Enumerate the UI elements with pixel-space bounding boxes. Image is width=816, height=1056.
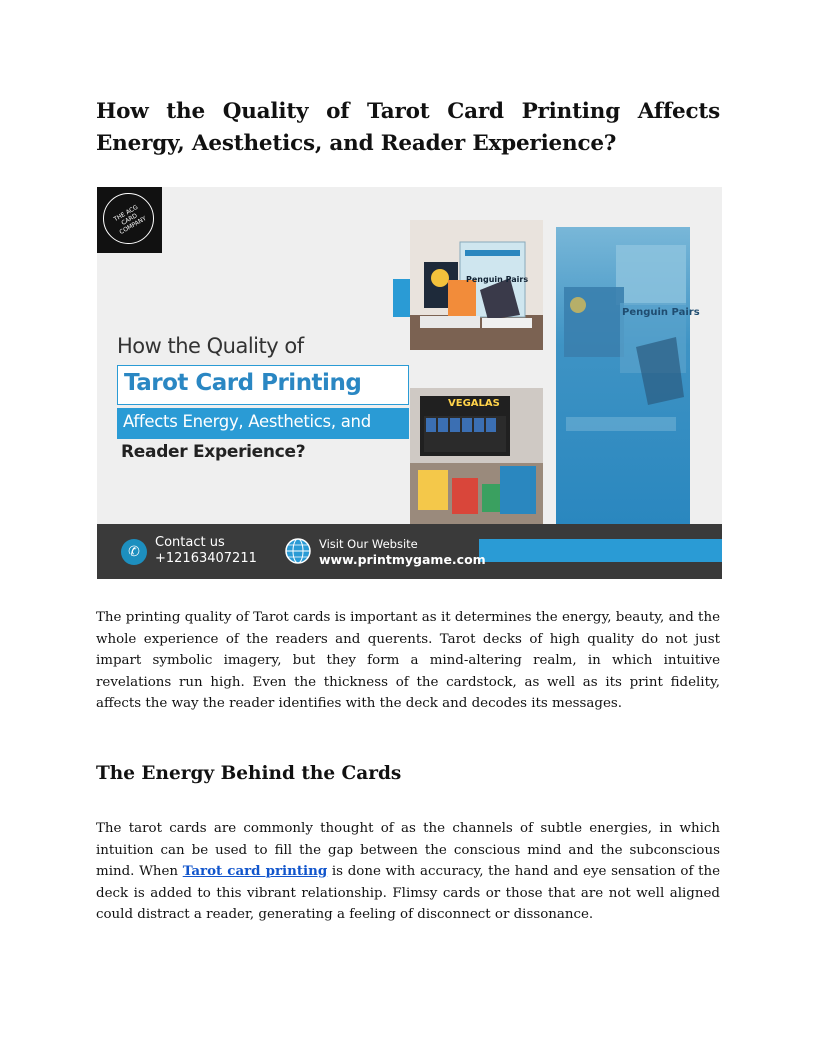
globe-icon (283, 536, 313, 566)
contact-label: Contact us (155, 535, 225, 550)
banner-headline-1: How the Quality of (117, 334, 304, 358)
phone-icon: ✆ (121, 539, 147, 565)
logo-text: THE ACG CARD COMPANY (112, 203, 148, 236)
paragraph-text-before: The tarot cards are commonly thought of as the channels of subtle energies, in which intuition can be used to fill the gap between the conscious mind and the subconscious mind. When (96, 821, 720, 879)
photo-deck-label-2: Penguin Pairs (622, 307, 700, 318)
banner-headline-bar (117, 408, 409, 439)
banner-footer-accent (479, 539, 722, 562)
card-decks-illustration (410, 220, 543, 350)
banner-headline-box (117, 365, 409, 405)
website-label: Visit Our Website (319, 537, 418, 551)
paragraph-text-after: is done with accuracy, the hand and eye sensation of the deck is added to this vibrant relationship. Flimsy cards or those that are not well aligned could distract a reader, generating a feeling of disconnect or dissonance. (96, 864, 721, 922)
website-url: www.printmygame.com (319, 552, 486, 567)
photo-deck-box (410, 388, 543, 524)
banner-headline-3: Affects Energy, Aesthetics, and (123, 412, 371, 431)
blue-deck-illustration (556, 227, 690, 524)
photo-box-label: VEGALAS (448, 398, 500, 409)
section-heading: The Energy Behind the Cards (96, 763, 402, 784)
photo-blue-deck (556, 227, 700, 524)
intro-paragraph: The printing quality of Tarot cards is important as it determines the energy, beauty, and the whole experience of the readers and querents. Tarot decks of high quality do not just impart symbolic imagery, but they form a mind-altering realm, in which intuitive revelations run high. Even the thickness of the cardstock, as well as its print fidelity, affects the way the reader identifies with the deck and decodes its messages. (96, 610, 720, 711)
company-logo (97, 187, 162, 253)
page-title: How the Quality of Tarot Card Printing Affects Energy, Aesthetics, and Reader Experience? (96, 99, 720, 156)
photo-card-decks (410, 220, 543, 350)
banner-image (97, 187, 722, 579)
photo-deck-label: Penguin Pairs (466, 275, 529, 284)
banner-headline-2: Tarot Card Printing (124, 370, 362, 396)
contact-phone: +12163407211 (155, 551, 257, 566)
tarot-printing-link[interactable]: Tarot card printing (182, 863, 328, 879)
banner-headline-4: Reader Experience? (121, 442, 306, 462)
section-paragraph (96, 818, 720, 926)
